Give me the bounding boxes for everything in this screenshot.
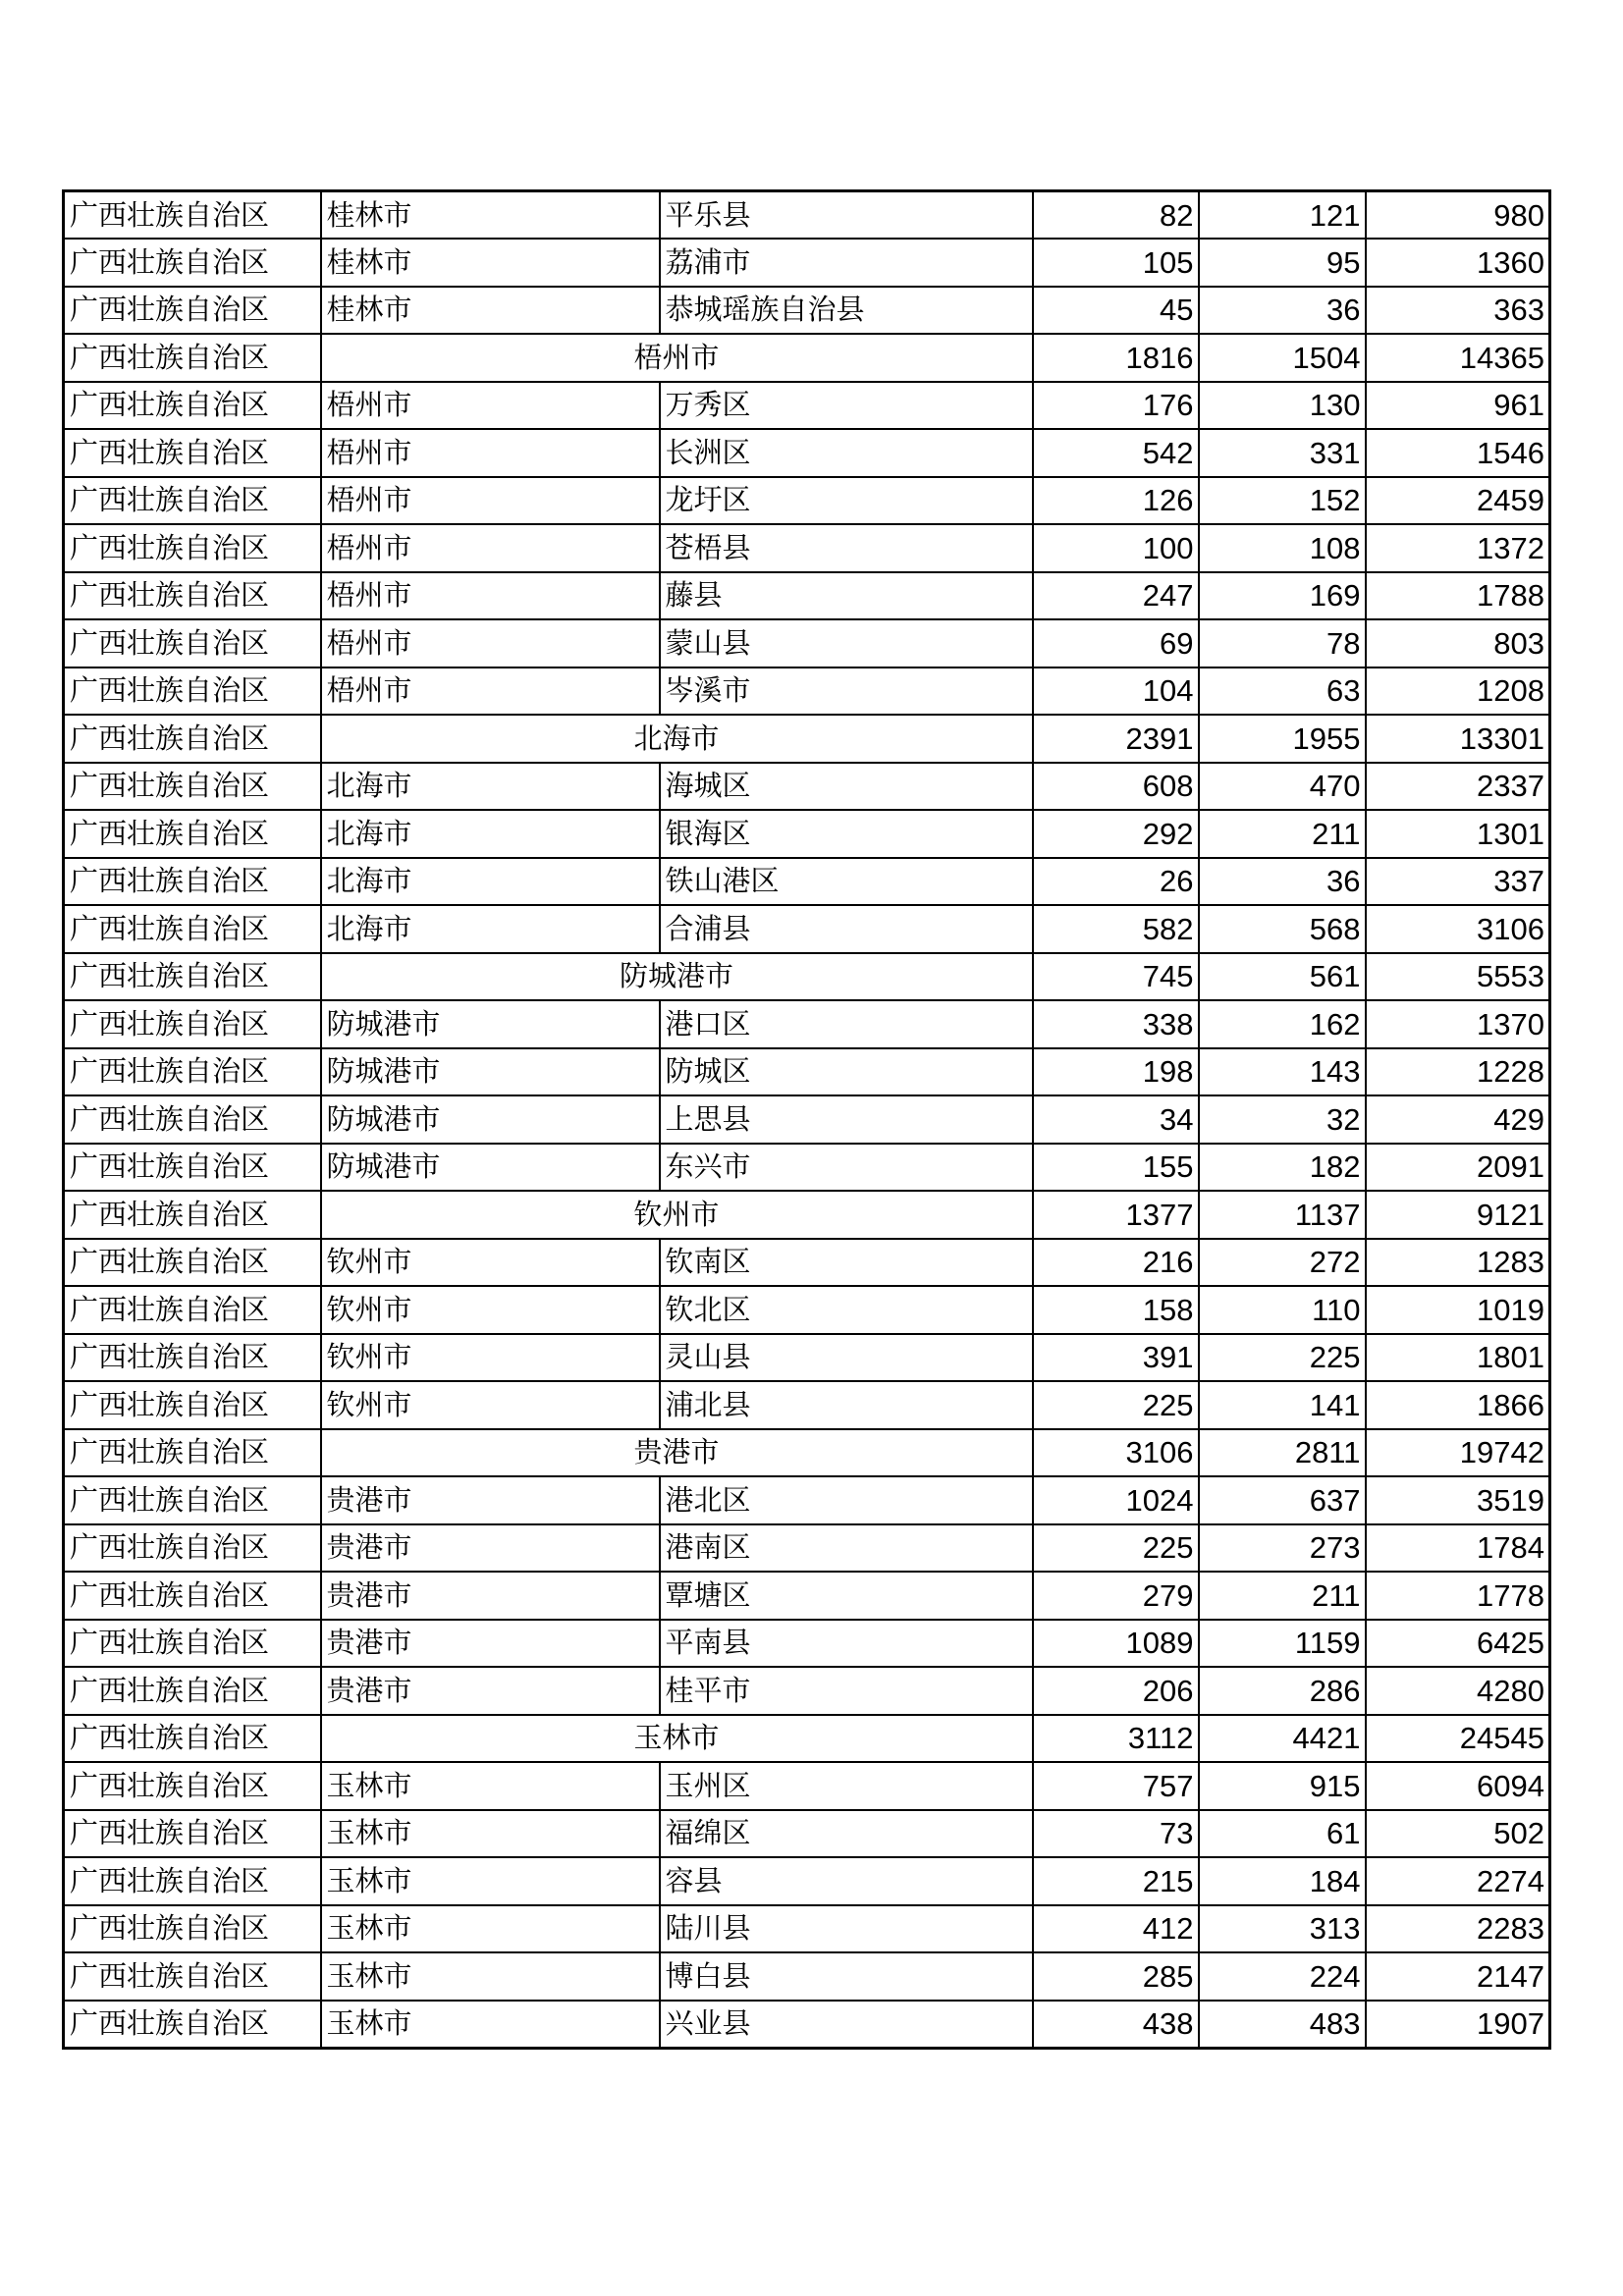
value-cell-2: 637 (1199, 1476, 1366, 1524)
value-cell-2: 286 (1199, 1667, 1366, 1715)
value-cell-1: 1377 (1033, 1191, 1199, 1239)
value-cell-3: 429 (1366, 1095, 1550, 1144)
city-cell: 防城港市 (321, 1144, 660, 1192)
province-cell: 广西壮族自治区 (64, 1857, 321, 1905)
value-cell-2: 272 (1199, 1239, 1366, 1287)
city-total-row (64, 953, 1550, 1001)
county-cell: 钦南区 (660, 1239, 1033, 1287)
province-cell: 广西壮族自治区 (64, 1524, 321, 1573)
county-cell: 万秀区 (660, 382, 1033, 430)
table-row (64, 1572, 1550, 1620)
value-cell-3: 3106 (1366, 905, 1550, 953)
city-cell: 梧州市 (321, 572, 660, 620)
value-cell-3: 9121 (1366, 1191, 1550, 1239)
value-cell-2: 470 (1199, 763, 1366, 811)
value-cell-3: 24545 (1366, 1715, 1550, 1763)
value-cell-2: 211 (1199, 1572, 1366, 1620)
table-row (64, 1667, 1550, 1715)
value-cell-3: 13301 (1366, 715, 1550, 763)
value-cell-2: 78 (1199, 619, 1366, 667)
table-row (64, 572, 1550, 620)
value-cell-1: 82 (1033, 191, 1199, 240)
table-row (64, 2001, 1550, 2049)
city-cell: 玉林市 (321, 1857, 660, 1905)
city-total-cell: 北海市 (321, 715, 1033, 763)
table-row (64, 1144, 1550, 1192)
value-cell-3: 363 (1366, 287, 1550, 335)
value-cell-2: 561 (1199, 953, 1366, 1001)
county-cell: 钦北区 (660, 1286, 1033, 1334)
county-cell: 防城区 (660, 1048, 1033, 1096)
county-cell: 藤县 (660, 572, 1033, 620)
city-cell: 防城港市 (321, 1095, 660, 1144)
value-cell-3: 1546 (1366, 429, 1550, 477)
value-cell-2: 4421 (1199, 1715, 1366, 1763)
province-cell: 广西壮族自治区 (64, 953, 321, 1001)
table-row (64, 477, 1550, 525)
value-cell-1: 247 (1033, 572, 1199, 620)
province-cell: 广西壮族自治区 (64, 1048, 321, 1096)
province-cell: 广西壮族自治区 (64, 763, 321, 811)
county-cell: 港北区 (660, 1476, 1033, 1524)
value-cell-2: 169 (1199, 572, 1366, 620)
province-cell: 广西壮族自治区 (64, 1620, 321, 1668)
value-cell-1: 126 (1033, 477, 1199, 525)
table-row (64, 429, 1550, 477)
city-cell: 北海市 (321, 763, 660, 811)
value-cell-2: 483 (1199, 2001, 1366, 2049)
value-cell-1: 216 (1033, 1239, 1199, 1287)
value-cell-3: 2459 (1366, 477, 1550, 525)
value-cell-3: 1907 (1366, 2001, 1550, 2049)
county-cell: 港南区 (660, 1524, 1033, 1573)
city-cell: 玉林市 (321, 2001, 660, 2049)
value-cell-3: 5553 (1366, 953, 1550, 1001)
city-cell: 钦州市 (321, 1334, 660, 1382)
value-cell-2: 224 (1199, 1952, 1366, 2001)
county-cell: 福绵区 (660, 1810, 1033, 1858)
city-cell: 玉林市 (321, 1905, 660, 1953)
city-cell: 梧州市 (321, 619, 660, 667)
value-cell-1: 105 (1033, 239, 1199, 287)
value-cell-1: 285 (1033, 1952, 1199, 2001)
value-cell-1: 158 (1033, 1286, 1199, 1334)
table-row (64, 287, 1550, 335)
city-cell: 钦州市 (321, 1239, 660, 1287)
province-cell: 广西壮族自治区 (64, 429, 321, 477)
province-cell: 广西壮族自治区 (64, 1905, 321, 1953)
city-cell: 北海市 (321, 905, 660, 953)
value-cell-1: 1816 (1033, 334, 1199, 382)
table-row (64, 1762, 1550, 1810)
city-cell: 梧州市 (321, 382, 660, 430)
value-cell-1: 73 (1033, 1810, 1199, 1858)
table-row (64, 1239, 1550, 1287)
value-cell-1: 3112 (1033, 1715, 1199, 1763)
province-cell: 广西壮族自治区 (64, 1334, 321, 1382)
value-cell-2: 1137 (1199, 1191, 1366, 1239)
county-cell: 平南县 (660, 1620, 1033, 1668)
value-cell-2: 143 (1199, 1048, 1366, 1096)
value-cell-1: 412 (1033, 1905, 1199, 1953)
province-cell: 广西壮族自治区 (64, 382, 321, 430)
city-cell: 梧州市 (321, 477, 660, 525)
city-cell: 桂林市 (321, 239, 660, 287)
county-cell: 桂平市 (660, 1667, 1033, 1715)
province-cell: 广西壮族自治区 (64, 715, 321, 763)
county-cell: 龙圩区 (660, 477, 1033, 525)
county-cell: 灵山县 (660, 1334, 1033, 1382)
county-cell: 荔浦市 (660, 239, 1033, 287)
city-cell: 防城港市 (321, 1000, 660, 1048)
value-cell-3: 980 (1366, 191, 1550, 240)
value-cell-1: 542 (1033, 429, 1199, 477)
table-row (64, 1381, 1550, 1429)
table-row (64, 763, 1550, 811)
province-cell: 广西壮族自治区 (64, 810, 321, 858)
value-cell-3: 803 (1366, 619, 1550, 667)
county-cell: 玉州区 (660, 1762, 1033, 1810)
table-row (64, 1476, 1550, 1524)
county-cell: 苍梧县 (660, 524, 1033, 572)
county-cell: 恭城瑶族自治县 (660, 287, 1033, 335)
table-row (64, 1048, 1550, 1096)
table-row (64, 382, 1550, 430)
value-cell-2: 184 (1199, 1857, 1366, 1905)
value-cell-2: 110 (1199, 1286, 1366, 1334)
value-cell-3: 6425 (1366, 1620, 1550, 1668)
city-total-cell: 防城港市 (321, 953, 1033, 1001)
value-cell-3: 2147 (1366, 1952, 1550, 2001)
value-cell-2: 1955 (1199, 715, 1366, 763)
city-total-row (64, 1715, 1550, 1763)
province-cell: 广西壮族自治区 (64, 2001, 321, 2049)
table-row (64, 810, 1550, 858)
value-cell-2: 152 (1199, 477, 1366, 525)
value-cell-1: 45 (1033, 287, 1199, 335)
table-row (64, 1000, 1550, 1048)
city-cell: 玉林市 (321, 1810, 660, 1858)
county-cell: 蒙山县 (660, 619, 1033, 667)
value-cell-1: 338 (1033, 1000, 1199, 1048)
value-cell-3: 1370 (1366, 1000, 1550, 1048)
city-total-cell: 贵港市 (321, 1429, 1033, 1477)
value-cell-3: 1801 (1366, 1334, 1550, 1382)
county-cell: 银海区 (660, 810, 1033, 858)
province-cell: 广西壮族自治区 (64, 905, 321, 953)
table-row (64, 1524, 1550, 1573)
value-cell-2: 1504 (1199, 334, 1366, 382)
county-cell: 东兴市 (660, 1144, 1033, 1192)
value-cell-3: 3519 (1366, 1476, 1550, 1524)
value-cell-3: 2283 (1366, 1905, 1550, 1953)
value-cell-1: 3106 (1033, 1429, 1199, 1477)
value-cell-3: 337 (1366, 858, 1550, 906)
value-cell-2: 915 (1199, 1762, 1366, 1810)
value-cell-2: 61 (1199, 1810, 1366, 1858)
value-cell-3: 1208 (1366, 667, 1550, 716)
county-cell: 覃塘区 (660, 1572, 1033, 1620)
table-row (64, 1095, 1550, 1144)
value-cell-1: 1024 (1033, 1476, 1199, 1524)
city-cell: 钦州市 (321, 1381, 660, 1429)
value-cell-2: 1159 (1199, 1620, 1366, 1668)
city-cell: 玉林市 (321, 1762, 660, 1810)
province-cell: 广西壮族自治区 (64, 1762, 321, 1810)
table-row (64, 667, 1550, 716)
county-cell: 上思县 (660, 1095, 1033, 1144)
county-cell: 博白县 (660, 1952, 1033, 2001)
city-cell: 钦州市 (321, 1286, 660, 1334)
county-cell: 浦北县 (660, 1381, 1033, 1429)
value-cell-1: 155 (1033, 1144, 1199, 1192)
value-cell-3: 1788 (1366, 572, 1550, 620)
city-cell: 防城港市 (321, 1048, 660, 1096)
province-cell: 广西壮族自治区 (64, 524, 321, 572)
value-cell-2: 211 (1199, 810, 1366, 858)
county-cell: 长洲区 (660, 429, 1033, 477)
county-cell: 兴业县 (660, 2001, 1033, 2049)
value-cell-1: 215 (1033, 1857, 1199, 1905)
province-cell: 广西壮族自治区 (64, 1667, 321, 1715)
county-cell: 平乐县 (660, 191, 1033, 240)
value-cell-2: 162 (1199, 1000, 1366, 1048)
table-row (64, 191, 1550, 240)
province-cell: 广西壮族自治区 (64, 239, 321, 287)
province-cell: 广西壮族自治区 (64, 191, 321, 240)
province-cell: 广西壮族自治区 (64, 477, 321, 525)
table-row (64, 905, 1550, 953)
table-row (64, 1952, 1550, 2001)
value-cell-2: 36 (1199, 287, 1366, 335)
city-total-cell: 梧州市 (321, 334, 1033, 382)
province-cell: 广西壮族自治区 (64, 1239, 321, 1287)
city-cell: 梧州市 (321, 667, 660, 716)
city-total-cell: 玉林市 (321, 1715, 1033, 1763)
city-cell: 北海市 (321, 810, 660, 858)
value-cell-1: 104 (1033, 667, 1199, 716)
city-cell: 贵港市 (321, 1667, 660, 1715)
value-cell-2: 121 (1199, 191, 1366, 240)
value-cell-1: 69 (1033, 619, 1199, 667)
value-cell-2: 331 (1199, 429, 1366, 477)
city-cell: 梧州市 (321, 429, 660, 477)
city-total-row (64, 1191, 1550, 1239)
province-cell: 广西壮族自治区 (64, 1952, 321, 2001)
table-row (64, 619, 1550, 667)
county-cell: 容县 (660, 1857, 1033, 1905)
value-cell-3: 6094 (1366, 1762, 1550, 1810)
table-row (64, 1286, 1550, 1334)
value-cell-1: 225 (1033, 1524, 1199, 1573)
value-cell-1: 206 (1033, 1667, 1199, 1715)
province-cell: 广西壮族自治区 (64, 858, 321, 906)
value-cell-2: 568 (1199, 905, 1366, 953)
table-row (64, 1620, 1550, 1668)
value-cell-3: 1360 (1366, 239, 1550, 287)
value-cell-1: 34 (1033, 1095, 1199, 1144)
value-cell-3: 1301 (1366, 810, 1550, 858)
table-row (64, 1857, 1550, 1905)
value-cell-3: 961 (1366, 382, 1550, 430)
city-cell: 贵港市 (321, 1620, 660, 1668)
city-cell: 桂林市 (321, 287, 660, 335)
city-total-row (64, 715, 1550, 763)
value-cell-1: 1089 (1033, 1620, 1199, 1668)
province-cell: 广西壮族自治区 (64, 1000, 321, 1048)
province-cell: 广西壮族自治区 (64, 1191, 321, 1239)
statistics-table (62, 189, 1551, 2050)
value-cell-1: 26 (1033, 858, 1199, 906)
value-cell-3: 2337 (1366, 763, 1550, 811)
value-cell-2: 273 (1199, 1524, 1366, 1573)
table-row (64, 524, 1550, 572)
city-cell: 玉林市 (321, 1952, 660, 2001)
value-cell-3: 2274 (1366, 1857, 1550, 1905)
city-cell: 梧州市 (321, 524, 660, 572)
province-cell: 广西壮族自治区 (64, 1286, 321, 1334)
value-cell-2: 225 (1199, 1334, 1366, 1382)
table-row (64, 1334, 1550, 1382)
county-cell: 合浦县 (660, 905, 1033, 953)
value-cell-2: 32 (1199, 1095, 1366, 1144)
value-cell-3: 502 (1366, 1810, 1550, 1858)
value-cell-3: 4280 (1366, 1667, 1550, 1715)
value-cell-1: 292 (1033, 810, 1199, 858)
value-cell-2: 182 (1199, 1144, 1366, 1192)
province-cell: 广西壮族自治区 (64, 334, 321, 382)
table-row (64, 1905, 1550, 1953)
value-cell-1: 198 (1033, 1048, 1199, 1096)
city-total-row (64, 1429, 1550, 1477)
value-cell-3: 1283 (1366, 1239, 1550, 1287)
city-cell: 桂林市 (321, 191, 660, 240)
value-cell-2: 36 (1199, 858, 1366, 906)
value-cell-1: 745 (1033, 953, 1199, 1001)
city-cell: 贵港市 (321, 1572, 660, 1620)
value-cell-2: 141 (1199, 1381, 1366, 1429)
table-row (64, 1810, 1550, 1858)
province-cell: 广西壮族自治区 (64, 1715, 321, 1763)
county-cell: 海城区 (660, 763, 1033, 811)
value-cell-1: 279 (1033, 1572, 1199, 1620)
value-cell-2: 130 (1199, 382, 1366, 430)
value-cell-2: 63 (1199, 667, 1366, 716)
value-cell-3: 1228 (1366, 1048, 1550, 1096)
province-cell: 广西壮族自治区 (64, 1381, 321, 1429)
value-cell-3: 1784 (1366, 1524, 1550, 1573)
value-cell-2: 95 (1199, 239, 1366, 287)
province-cell: 广西壮族自治区 (64, 1810, 321, 1858)
value-cell-1: 225 (1033, 1381, 1199, 1429)
city-cell: 贵港市 (321, 1476, 660, 1524)
value-cell-1: 608 (1033, 763, 1199, 811)
county-cell: 陆川县 (660, 1905, 1033, 1953)
table-row (64, 858, 1550, 906)
province-cell: 广西壮族自治区 (64, 667, 321, 716)
value-cell-1: 100 (1033, 524, 1199, 572)
value-cell-3: 2091 (1366, 1144, 1550, 1192)
value-cell-1: 582 (1033, 905, 1199, 953)
province-cell: 广西壮族自治区 (64, 1572, 321, 1620)
value-cell-3: 1778 (1366, 1572, 1550, 1620)
value-cell-3: 1019 (1366, 1286, 1550, 1334)
table-row (64, 239, 1550, 287)
value-cell-3: 14365 (1366, 334, 1550, 382)
value-cell-1: 391 (1033, 1334, 1199, 1382)
province-cell: 广西壮族自治区 (64, 1095, 321, 1144)
city-cell: 北海市 (321, 858, 660, 906)
province-cell: 广西壮族自治区 (64, 619, 321, 667)
value-cell-1: 757 (1033, 1762, 1199, 1810)
value-cell-1: 438 (1033, 2001, 1199, 2049)
value-cell-3: 1372 (1366, 524, 1550, 572)
table-body (64, 191, 1550, 2049)
value-cell-3: 1866 (1366, 1381, 1550, 1429)
value-cell-1: 2391 (1033, 715, 1199, 763)
value-cell-1: 176 (1033, 382, 1199, 430)
province-cell: 广西壮族自治区 (64, 287, 321, 335)
value-cell-2: 108 (1199, 524, 1366, 572)
city-total-row (64, 334, 1550, 382)
province-cell: 广西壮族自治区 (64, 572, 321, 620)
city-total-cell: 钦州市 (321, 1191, 1033, 1239)
value-cell-3: 19742 (1366, 1429, 1550, 1477)
province-cell: 广西壮族自治区 (64, 1476, 321, 1524)
value-cell-2: 313 (1199, 1905, 1366, 1953)
city-cell: 贵港市 (321, 1524, 660, 1573)
county-cell: 港口区 (660, 1000, 1033, 1048)
county-cell: 岑溪市 (660, 667, 1033, 716)
province-cell: 广西壮族自治区 (64, 1144, 321, 1192)
county-cell: 铁山港区 (660, 858, 1033, 906)
value-cell-2: 2811 (1199, 1429, 1366, 1477)
province-cell: 广西壮族自治区 (64, 1429, 321, 1477)
